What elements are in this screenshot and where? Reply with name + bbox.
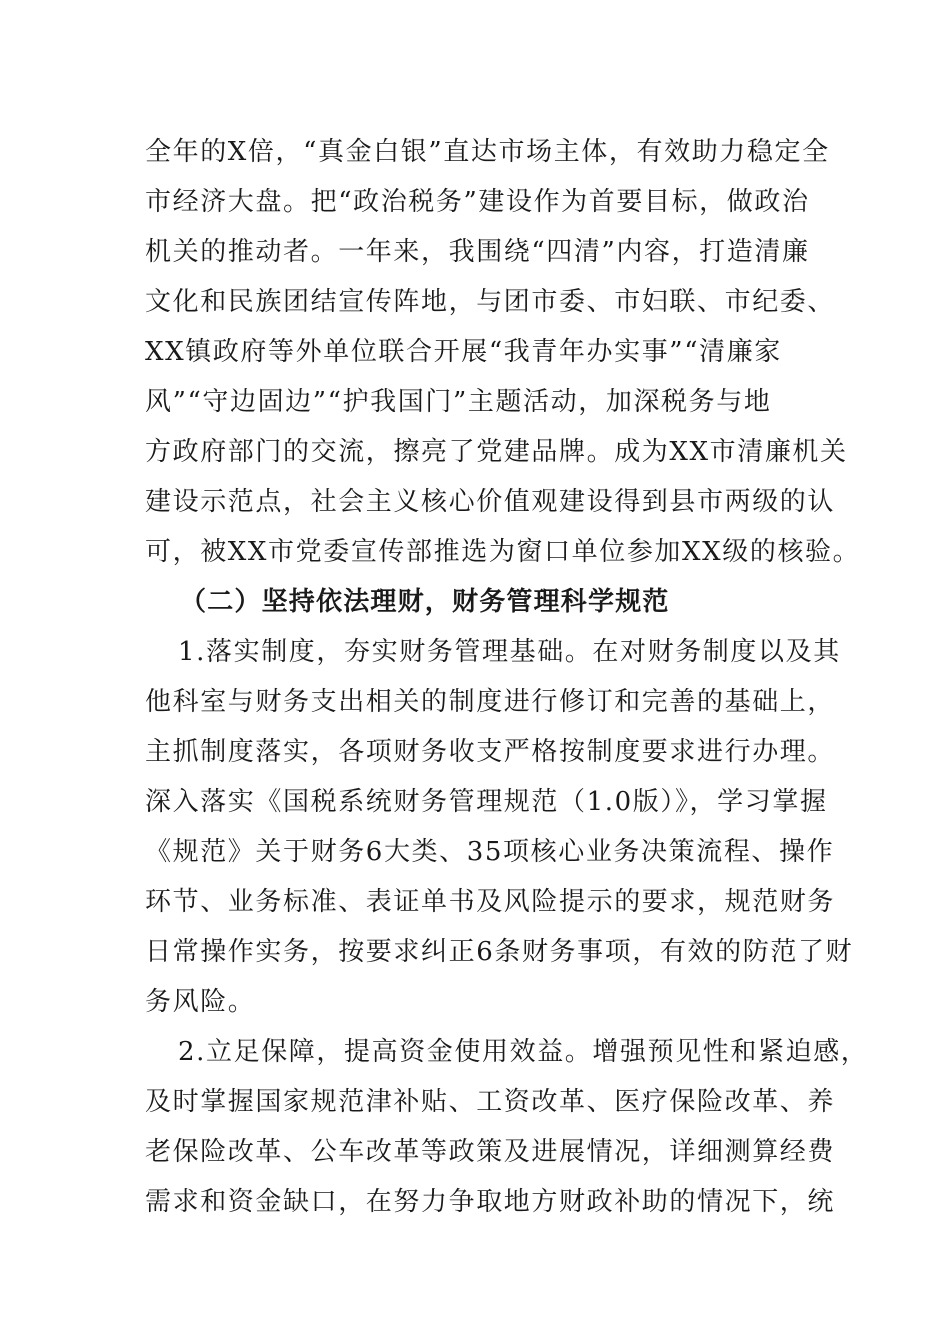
paragraph-line: 日常操作实务，按要求纠正6条财务事项，有效的防范了财 [145, 937, 854, 967]
paragraph-line: XX镇政府等外单位联合开展“我青年办实事”“清廉家 [145, 337, 782, 367]
paragraph-line: 深入落实《国税系统财务管理规范（1.0版）》，学习掌握 [145, 787, 828, 817]
paragraph-line: 老保险改革、公车改革等政策及进展情况，详细测算经费 [145, 1137, 836, 1167]
paragraph-line: 机关的推动者。一年来，我围绕“四清”内容，打造清廉 [145, 237, 810, 267]
paragraph-line: 主抓制度落实，各项财务收支严格按制度要求进行办理。 [145, 737, 836, 767]
paragraph-line: 《规范》关于财务6大类、35项核心业务决策流程、操作 [145, 837, 835, 867]
paragraph-line: 风”“守边固边”“护我国门”主题活动，加深税务与地 [145, 387, 772, 417]
paragraph-line: 方政府部门的交流，擦亮了党建品牌。成为XX市清廉机关 [145, 437, 848, 467]
paragraph-line: 及时掌握国家规范津补贴、工资改革、医疗保险改革、养 [145, 1087, 836, 1117]
paragraph-line: 建设示范点，社会主义核心价值观建设得到县市两级的认 [145, 487, 836, 517]
paragraph-line: 环节、业务标准、表证单书及风险提示的要求，规范财务 [145, 887, 836, 917]
paragraph-line: 全年的X倍，“真金白银”直达市场主体，有效助力稳定全 [145, 137, 830, 167]
paragraph-line: 文化和民族团结宣传阵地，与团市委、市妇联、市纪委、 [145, 287, 836, 317]
paragraph-line: 务风险。 [145, 987, 256, 1017]
paragraph-line: 可，被XX市党委宣传部推选为窗口单位参加XX级的核验。 [145, 537, 861, 567]
section-heading: （二）坚持依法理财，财务管理科学规范 [180, 587, 670, 617]
paragraph-line: 他科室与财务支出相关的制度进行修订和完善的基础上， [145, 687, 836, 717]
paragraph-line: 市经济大盘。把“政治税务”建设作为首要目标，做政治 [145, 187, 810, 217]
paragraph-line: 1.落实制度，夯实财务管理基础。在对财务制度以及其 [178, 637, 841, 667]
paragraph-line: 2.立足保障，提高资金使用效益。增强预见性和紧迫感， [178, 1037, 869, 1067]
paragraph-line: 需求和资金缺口，在努力争取地方财政补助的情况下，统 [145, 1187, 836, 1217]
